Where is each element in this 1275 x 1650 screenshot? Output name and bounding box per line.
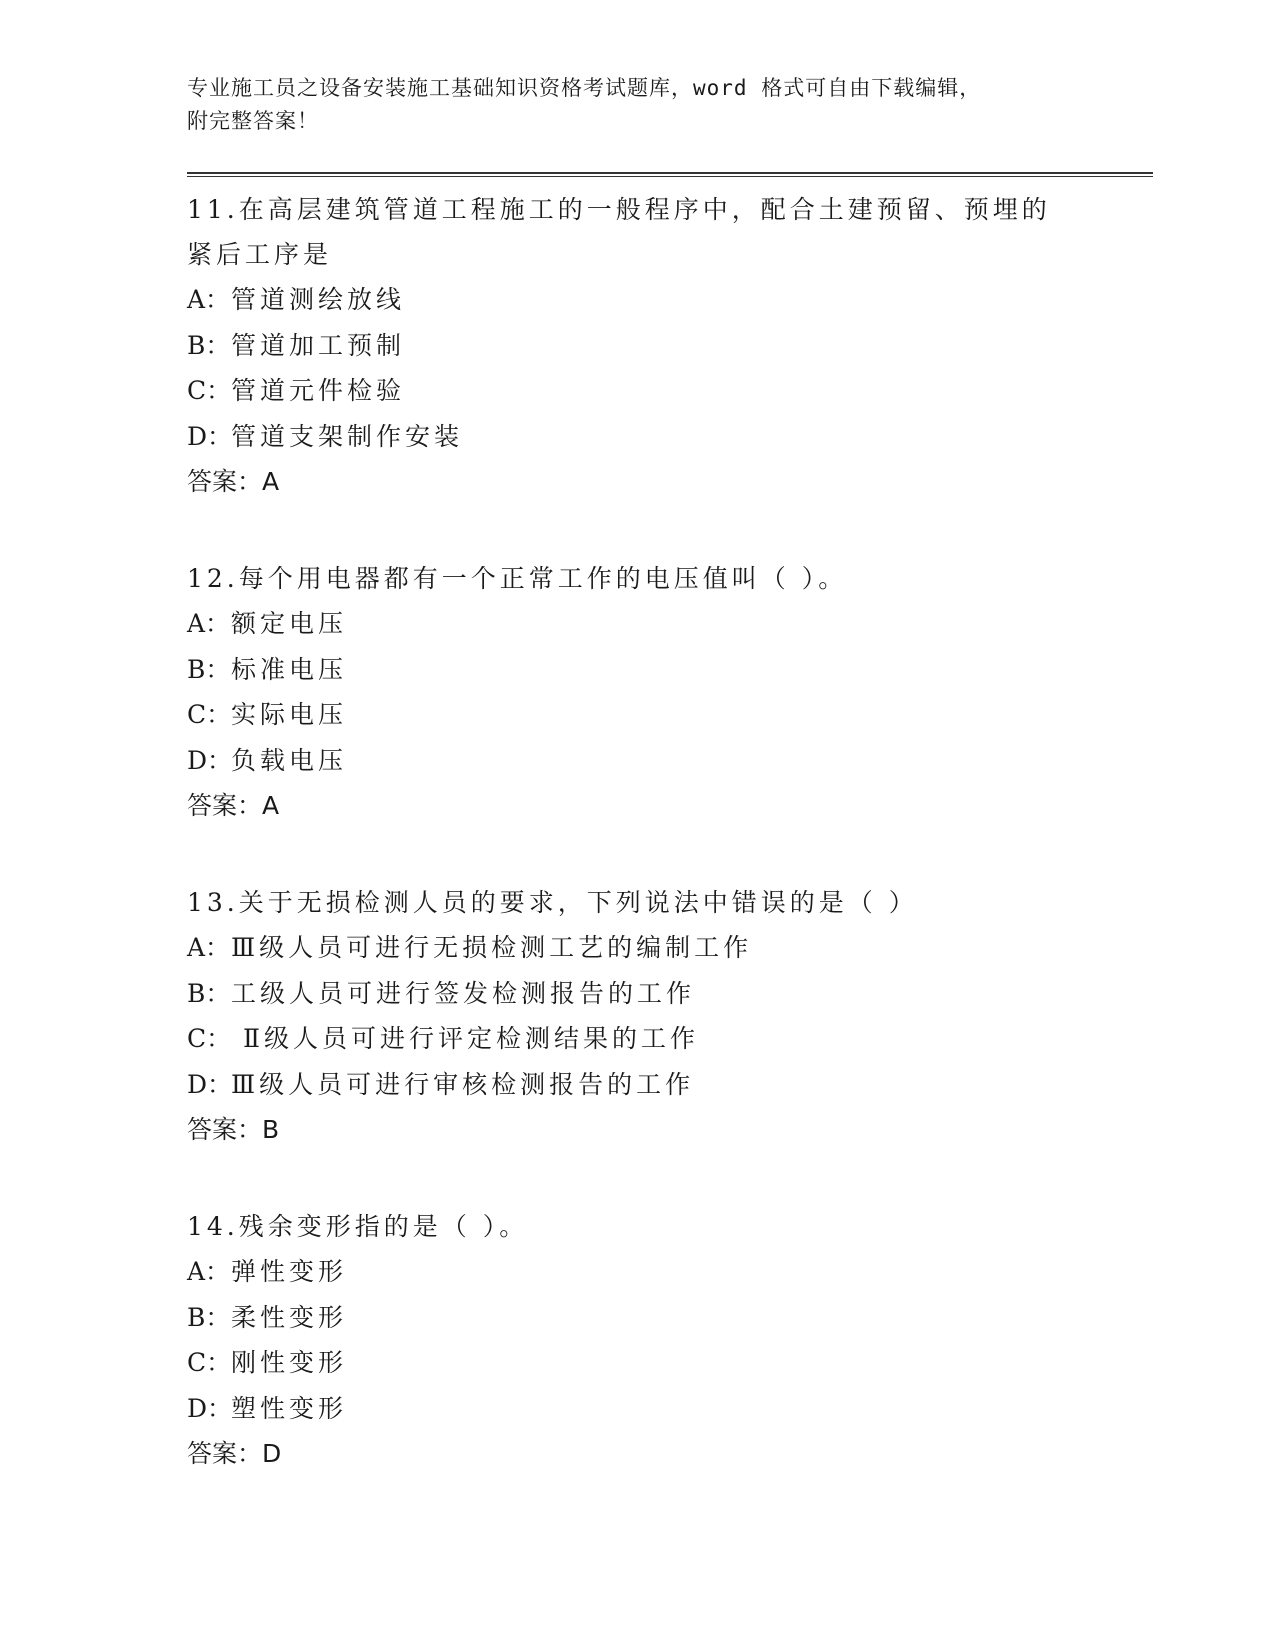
option-b	[187, 323, 1153, 369]
option-key: B：	[187, 978, 231, 1008]
option-text: 刚性变形	[231, 1348, 348, 1377]
option-a	[187, 601, 1153, 647]
option-key: A：	[187, 933, 231, 962]
option-text: 额定电压	[231, 609, 348, 638]
option-key: A：	[187, 285, 231, 314]
option-a	[187, 1249, 1153, 1295]
option-key: C：	[187, 700, 232, 729]
question-stem: 13.关于无损检测人员的要求，下列说法中错误的是（ ）	[187, 888, 918, 917]
option-a	[187, 925, 1153, 971]
question-list	[187, 187, 1153, 1476]
option-c	[187, 692, 1153, 738]
option-key: A：	[187, 1257, 231, 1286]
option-text: 工级人员可进行签发检测报告的工作	[231, 978, 696, 1008]
answer-line: 答案：D	[187, 1439, 282, 1468]
question-13	[187, 880, 1153, 1152]
option-key: D：	[187, 745, 233, 775]
option-key: C：	[187, 1024, 232, 1053]
question-12	[187, 556, 1153, 828]
question-11	[187, 187, 1153, 504]
option-key: B：	[187, 1302, 231, 1332]
document-header	[187, 72, 1153, 138]
answer-line: 答案：A	[187, 791, 280, 820]
option-text: Ⅱ级人员可进行评定检测结果的工作	[231, 1024, 699, 1053]
header-divider	[187, 172, 1153, 177]
option-c	[187, 368, 1153, 414]
option-text: Ⅲ级人员可进行无损检测工艺的编制工作	[231, 933, 753, 962]
option-key: D：	[187, 421, 233, 451]
question-stem: 11.在高层建筑管道工程施工的一般程序中，配合土建预留、预埋的紧后工序是	[187, 195, 1051, 269]
option-a	[187, 277, 1153, 323]
option-d	[187, 1062, 1153, 1108]
option-text: 柔性变形	[231, 1302, 348, 1332]
option-key: D：	[187, 1393, 233, 1423]
option-b	[187, 1295, 1153, 1341]
option-text: 管道测绘放线	[231, 285, 406, 314]
option-key: C：	[187, 1348, 232, 1377]
question-14	[187, 1204, 1153, 1476]
header-line-1: 专业施工员之设备安装施工基础知识资格考试题库，word 格式可自由下载编辑，	[187, 76, 982, 100]
answer-line: 答案：B	[187, 1115, 280, 1144]
option-b	[187, 647, 1153, 693]
question-stem: 14.残余变形指的是（ ）。	[187, 1212, 529, 1241]
option-text: 管道支架制作安装	[231, 421, 464, 451]
option-text: 弹性变形	[231, 1257, 348, 1286]
option-key: B：	[187, 330, 231, 360]
option-text: Ⅲ级人员可进行审核检测报告的工作	[231, 1069, 695, 1099]
option-key: A：	[187, 609, 231, 638]
document-page	[187, 72, 1153, 1528]
option-c	[187, 1016, 1153, 1062]
option-text: 管道加工预制	[231, 330, 406, 360]
option-text: 实际电压	[231, 700, 348, 729]
question-stem: 12.每个用电器都有一个正常工作的电压值叫（ ）。	[187, 564, 848, 593]
header-line-2: 附完整答案！	[187, 109, 319, 133]
option-text: 标准电压	[231, 654, 348, 684]
option-key: D：	[187, 1069, 233, 1099]
option-d	[187, 1386, 1153, 1432]
option-key: C：	[187, 376, 232, 405]
option-text: 管道元件检验	[231, 376, 406, 405]
option-b	[187, 971, 1153, 1017]
option-d	[187, 414, 1153, 460]
answer-line: 答案：A	[187, 467, 280, 496]
option-c	[187, 1340, 1153, 1386]
option-text: 塑性变形	[231, 1393, 348, 1423]
option-d	[187, 738, 1153, 784]
option-key: B：	[187, 654, 231, 684]
option-text: 负载电压	[231, 745, 348, 775]
